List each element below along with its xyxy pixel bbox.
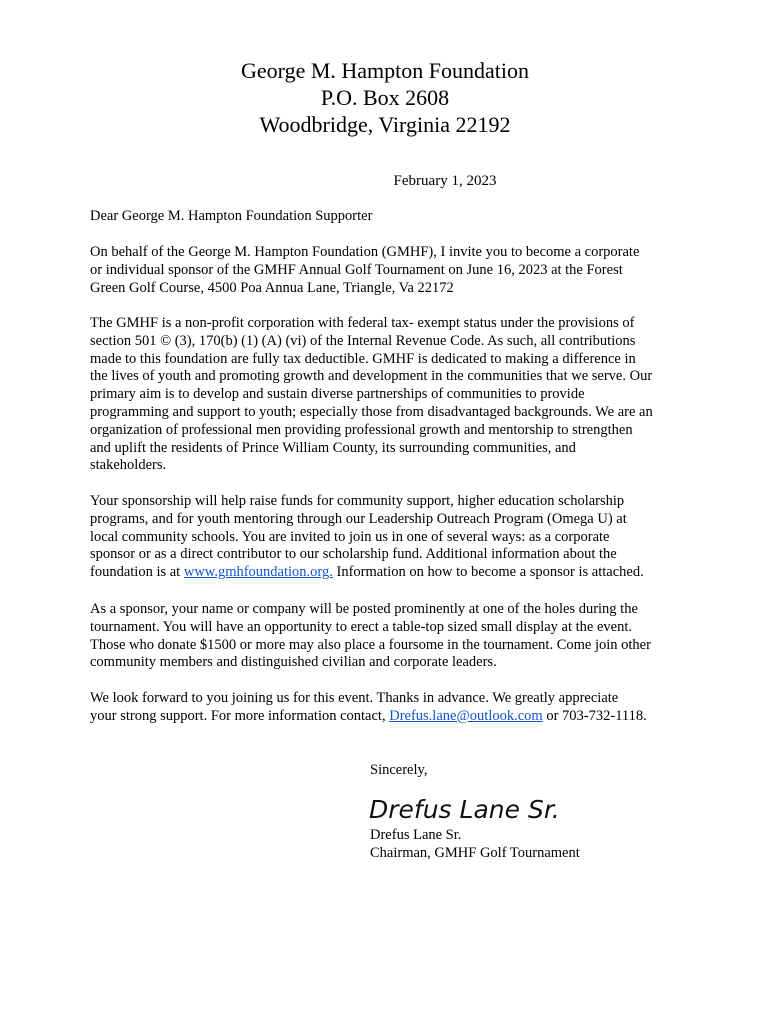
paragraph-benefits: [90, 601, 690, 672]
paragraph-line: programming and support to youth; especially those from disadvantaged backgrounds. We are an: [90, 403, 653, 420]
paragraph-contact: [90, 690, 690, 726]
closing: Sincerely,: [370, 762, 428, 778]
paragraph-line: or individual sponsor of the GMHF Annual Golf Tournament on June 16, 2023 at the Forest: [90, 261, 623, 278]
paragraph-line: sponsor or as a direct contributor to our scholarship fund. Additional information about the: [90, 546, 617, 563]
paragraph-invitation: [90, 244, 690, 297]
paragraph-line: community members and distinguished civilian and corporate leaders.: [90, 654, 497, 671]
paragraph-line: Green Golf Course, 4500 Poa Annua Lane, Triangle, Va 22172: [90, 279, 454, 296]
letterhead-name: George M. Hampton Foundation: [240, 58, 529, 83]
paragraph-line-with-link: [90, 564, 690, 582]
email-suffix: or 703-732-1118.: [542, 707, 647, 724]
paragraph-line: local community schools. You are invited to join us in one of several ways: as a corporate: [90, 528, 610, 545]
signer-title: Chairman, GMHF Golf Tournament: [370, 845, 580, 861]
paragraph-about: [90, 315, 690, 475]
paragraph-line: organization of professional men providing professional growth and mentorship to strengthen: [90, 421, 633, 438]
foundation-website-link[interactable]: www.gmhfoundation.org.: [183, 564, 333, 581]
paragraph-line: programs, and for youth mentoring through our Leadership Outreach Program (Omega U) at: [90, 510, 627, 527]
paragraph-line: tournament. You will have an opportunity to erect a table-top sized small display at the event.: [90, 618, 633, 635]
paragraph-line: primary aim is to develop and sustain diverse partnerships of communities to provide: [90, 386, 585, 403]
salutation: Dear George M. Hampton Foundation Supporter: [90, 208, 373, 224]
paragraph-line: Those who donate $1500 or more may also place a foursome in the tournament. Come join other: [90, 636, 651, 653]
handwritten-signature: Drefus Lane Sr.: [369, 795, 560, 824]
signer-block: [370, 826, 580, 862]
paragraph-line: We look forward to you joining us for this event. Thanks in advance. We greatly appreciate: [90, 690, 619, 706]
paragraph-line: Your sponsorship will help raise funds for community support, higher education scholarship: [90, 493, 625, 509]
email-prefix: your strong support. For more information contact,: [90, 707, 390, 724]
signer-name: Drefus Lane Sr.: [370, 827, 462, 843]
paragraph-line: As a sponsor, your name or company will be posted prominently at one of the holes during the: [90, 601, 638, 617]
paragraph-line: and uplift the residents of Prince William County, its surrounding communities, and: [90, 439, 576, 456]
paragraph-line: the lives of youth and promoting growth and development in the communities that we serve. Our: [90, 368, 653, 385]
paragraph-sponsorship: [90, 493, 690, 582]
paragraph-line: stakeholders.: [90, 457, 167, 474]
paragraph-line: The GMHF is a non-profit corporation with federal tax- exempt status under the provisions of: [90, 315, 635, 331]
paragraph-line: made to this foundation are fully tax deductible. GMHF is dedicated to making a difference in: [90, 350, 636, 367]
link-suffix: Information on how to become a sponsor is attached.: [332, 564, 644, 581]
letter-date: February 1, 2023: [393, 173, 497, 189]
link-prefix: foundation is at: [90, 564, 184, 581]
paragraph-line: On behalf of the George M. Hampton Foundation (GMHF), I invite you to become a corporate: [90, 244, 640, 260]
paragraph-line: section 501 © (3), 170(b) (1) (A) (vi) of the Internal Revenue Code. As such, all contributions: [90, 332, 636, 349]
letterhead-city: Woodbridge, Virginia 22192: [259, 112, 511, 137]
letterhead-po-box: P.O. Box 2608: [320, 85, 450, 110]
contact-email-link[interactable]: Drefus.lane@outlook.com: [389, 707, 543, 724]
paragraph-line-with-email: [90, 708, 690, 726]
